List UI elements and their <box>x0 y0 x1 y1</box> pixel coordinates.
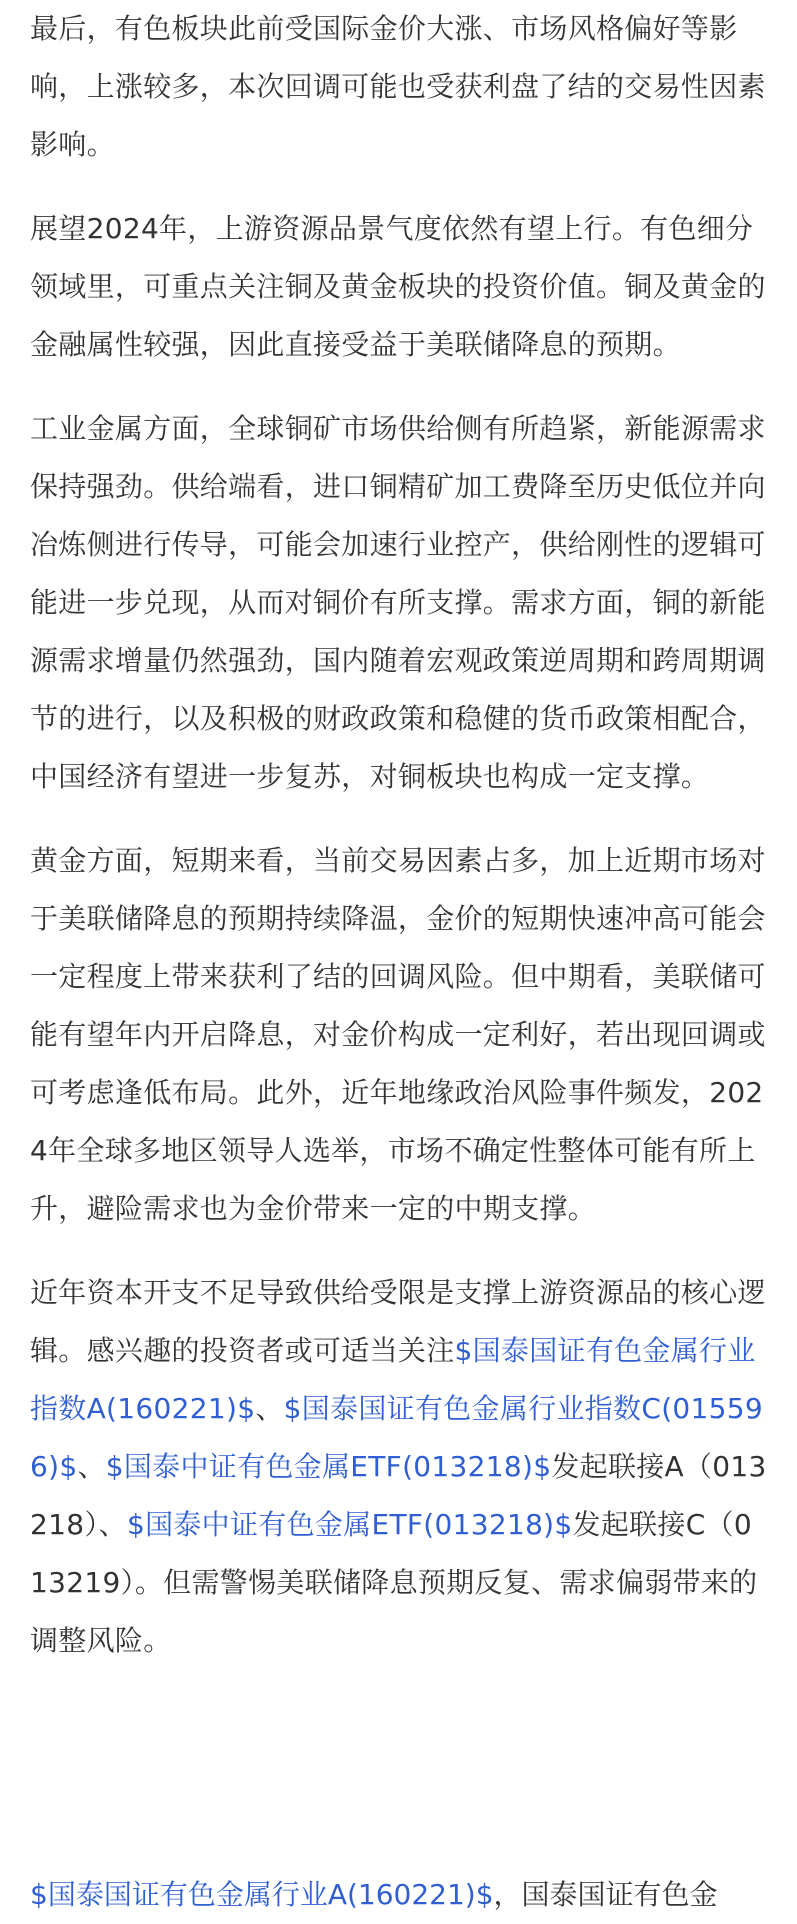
fund-link-160221-bottom[interactable]: $国泰国证有色金属行业A(160221)$ <box>30 1878 494 1911</box>
paragraph-closing-remarks: 最后，有色板块此前受国际金价大涨、市场风格偏好等影响，上涨较多，本次回调可能也受获利盘了结的交易性因素影响。 <box>30 12 766 161</box>
article-body <box>30 0 770 1696</box>
paragraph-outlook-2024: 展望2024年，上游资源品景气度依然有望上行。有色细分领域里，可重点关注铜及黄金板块的投资价值。铜及黄金的金融属性较强，因此直接受益于美联储降息的预期。 <box>30 212 766 361</box>
paragraph-text: 发起联接C（013219）。但需警惕美联储降息预期反复、需求偏弱带来的调整风险。 <box>30 1508 758 1657</box>
paragraph-industrial-metals: 工业金属方面，全球铜矿市场供给侧有所趋紧，新能源需求保持强劲。供给端看，进口铜精矿加工费降至历史低位并向冶炼侧进行传导，可能会加速行业控产，供给刚性的逻辑可能进一步兑现，从而对铜价有所支撑。需求方面，铜的新能源需求增量仍然强劲，国内随着宏观政策逆周期和跨周期调节的进行，以及积极的财政政策和稳健的货币政策相配合，中国经济有望进一步复苏，对铜板块也构成一定支撑。 <box>30 412 766 793</box>
fund-link-etf-013218-c[interactable]: $国泰中证有色金属ETF(013218)$ <box>126 1508 573 1541</box>
paragraph-cutoff <box>30 1866 770 1924</box>
paragraph-fund-recommendation <box>30 1264 770 1670</box>
fund-link-015596[interactable]: $国泰国证有色金属行业指数C(015596)$ <box>30 1392 763 1483</box>
paragraph-text: ，国泰国证有色金 <box>493 1878 718 1911</box>
paragraph-text: 近年资本开支不足导致供给受限是支撑上游资源品的核心逻辑。感兴趣的投资者或可适当关注 <box>30 1276 766 1367</box>
separator-text: 、 <box>77 1450 106 1483</box>
fund-link-etf-013218[interactable]: $国泰中证有色金属ETF(013218)$ <box>105 1450 552 1483</box>
fund-link-160221[interactable]: $国泰国证有色金属行业指数A(160221)$ <box>30 1334 756 1425</box>
paragraph-text: 发起联接A（013218）、 <box>30 1450 767 1541</box>
paragraph-gold: 黄金方面，短期来看，当前交易因素占多，加上近期市场对于美联储降息的预期持续降温，金价的短期快速冲高可能会一定程度上带来获利了结的回调风险。但中期看，美联储可能有望年内开启降息，对金价构成一定利好，若出现回调或可考虑逢低布局。此外，近年地缘政治风险事件频发，2024年全球多地区领导人选举，市场不确定性整体可能有所上升，避险需求也为金价带来一定的中期支撑。 <box>30 844 766 1225</box>
separator-text: 、 <box>255 1392 284 1425</box>
